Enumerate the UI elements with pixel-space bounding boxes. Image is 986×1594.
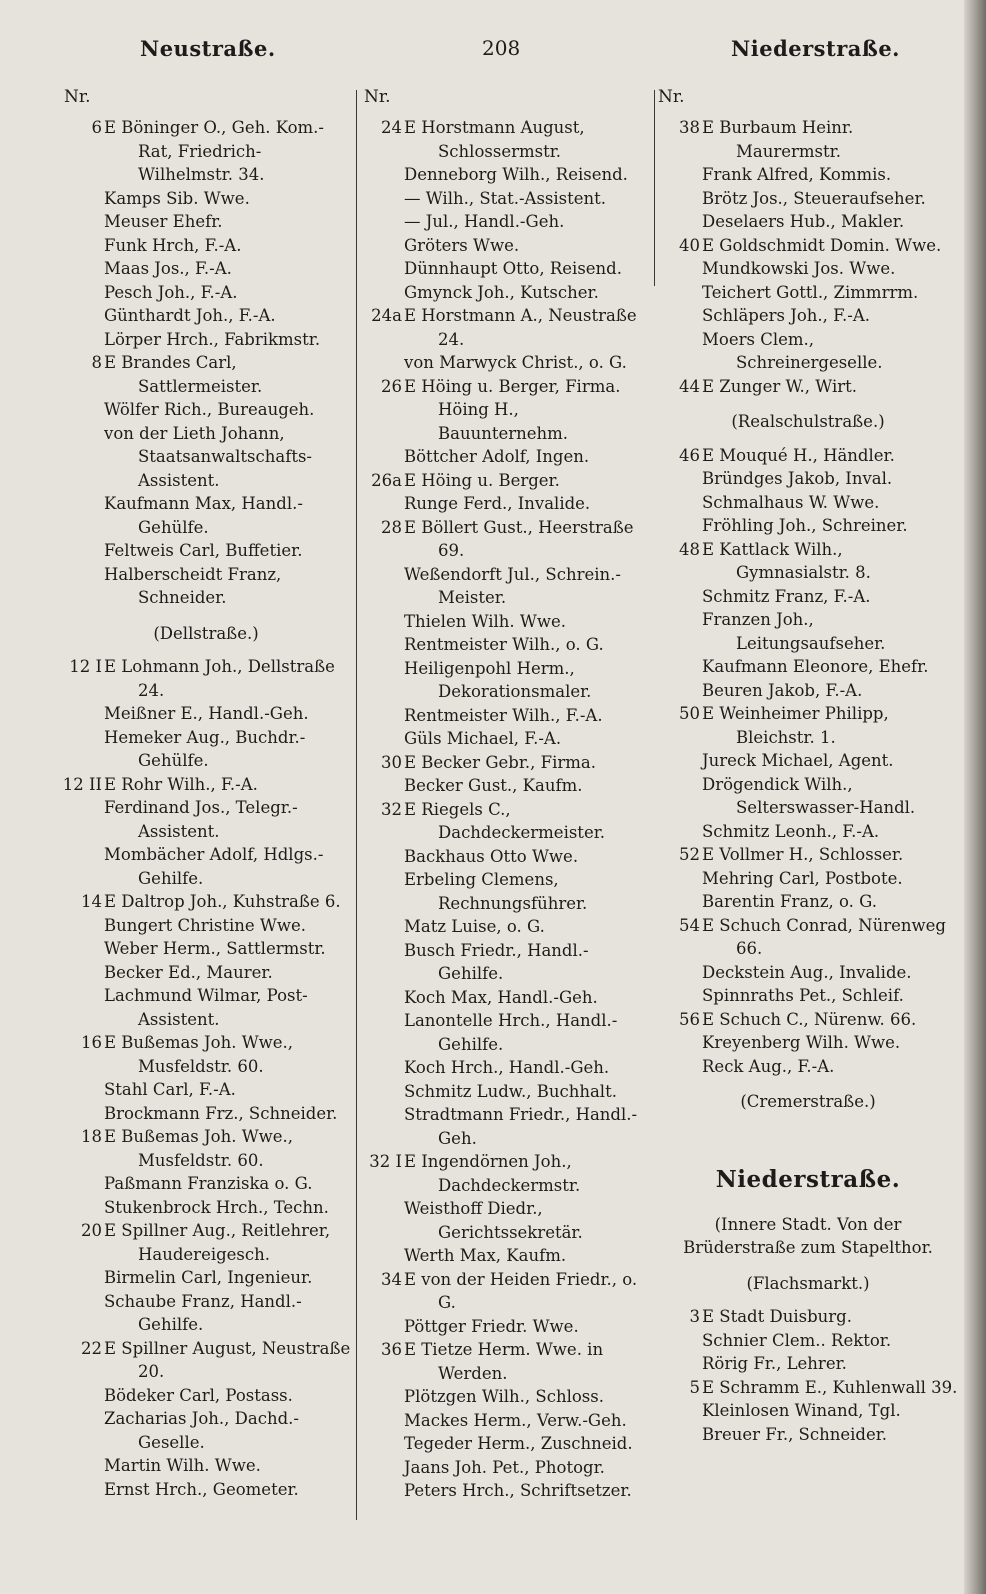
list-item	[658, 890, 958, 914]
list-item	[360, 516, 652, 563]
list-item	[360, 304, 652, 351]
column-divider-1	[356, 90, 357, 1520]
list-item	[360, 704, 652, 728]
page-number: 208	[482, 36, 521, 60]
resident-entry: Jureck Michael, Agent.	[702, 751, 894, 770]
resident-entry: Barentin Franz, o. G.	[702, 892, 877, 911]
resident-entry: Mackes Herm., Verw.-Geh.	[404, 1410, 627, 1430]
resident-entry: Schmitz Ludw., Buchhalt.	[404, 1081, 617, 1101]
resident-entry: Pesch Joh., F.-A.	[104, 282, 238, 302]
resident-entry: E Burbaum Heinr. Maurermstr.	[702, 118, 854, 161]
list-item	[60, 1290, 352, 1337]
list-item	[360, 1385, 652, 1409]
street-description: (Innere Stadt. Von der Brüderstraße zum Stapelthor.	[683, 1214, 933, 1257]
list-item	[60, 726, 352, 773]
resident-entry: E Rohr Wilh., F.-A.	[104, 774, 258, 794]
house-number: 16	[81, 1033, 102, 1052]
list-item	[360, 281, 652, 305]
resident-entry: Schaube Franz, Handl.-Gehilfe.	[104, 1291, 302, 1334]
resident-entry: Rentmeister Wilh., o. G.	[404, 635, 604, 654]
resident-entry: E Bußemas Joh. Wwe., Musfeldstr. 60.	[104, 1127, 294, 1170]
house-number: 26	[381, 376, 402, 396]
house-number: 12 I	[69, 657, 102, 676]
resident-entry: E Tietze Herm. Wwe. in Werden.	[404, 1340, 604, 1383]
list-item	[60, 1219, 352, 1266]
resident-entry: Weber Herm., Sattlermstr.	[104, 939, 326, 958]
resident-entry: Günthardt Joh., F.-A.	[104, 306, 276, 325]
resident-entry: Gröters Wwe.	[404, 235, 520, 255]
resident-entry: Kreyenberg Wilh. Wwe.	[702, 1033, 901, 1052]
resident-entry: Maas Jos., F.-A.	[104, 259, 232, 278]
resident-entry: Ferdinand Jos., Telegr.-Assistent.	[104, 798, 298, 841]
resident-entry: Schnier Clem.. Rektor.	[702, 1330, 892, 1350]
resident-entry: Feltweis Carl, Buffetier.	[104, 541, 303, 560]
list-item	[360, 774, 652, 798]
list-item	[60, 1078, 352, 1102]
list-item	[658, 187, 958, 211]
house-number: 12 II	[62, 774, 102, 794]
resident-entry: E Schramm E., Kuhlenwall 39.	[702, 1377, 958, 1397]
resident-entry: Pöttger Friedr. Wwe.	[404, 1316, 579, 1336]
resident-entry: Matz Luise, o. G.	[404, 917, 545, 936]
resident-entry: Meißner E., Handl.-Geh.	[104, 704, 309, 723]
list-item	[360, 727, 652, 751]
resident-entry: E Ingendörnen Joh., Dachdeckermstr.	[404, 1152, 581, 1195]
list-item	[658, 914, 958, 961]
resident-entry: Böttcher Adolf, Ingen.	[404, 447, 590, 466]
list-item	[658, 984, 958, 1008]
list-item	[360, 798, 652, 845]
cross-street-label: (Cremerstraße.)	[740, 1092, 876, 1111]
resident-entry: Jaans Joh. Pet., Photogr.	[404, 1457, 605, 1477]
list-item	[60, 351, 352, 398]
house-number: 6	[91, 118, 102, 137]
resident-entry: Stradtmann Friedr., Handl.-Geh.	[404, 1105, 638, 1148]
list-item	[360, 610, 652, 634]
list-item	[60, 1125, 352, 1172]
list-item	[60, 796, 352, 843]
resident-entry: Kamps Sib. Wwe.	[104, 188, 250, 208]
resident-entry: E Lohmann Joh., Dellstraße 24.	[104, 657, 335, 700]
list-item	[658, 163, 958, 187]
resident-entry: Schmalhaus W. Wwe.	[702, 492, 880, 512]
list-item	[658, 514, 958, 538]
resident-entry: Bungert Christine Wwe.	[104, 915, 306, 935]
resident-entry: E Höing u. Berger.	[404, 470, 560, 490]
resident-entry: Brötz Jos., Steueraufseher.	[702, 188, 926, 208]
list-item	[360, 1009, 652, 1056]
list-item	[360, 915, 652, 939]
resident-entry: Koch Hrch., Handl.-Geh.	[404, 1058, 610, 1077]
list-item	[658, 1352, 958, 1376]
house-number: 32 I	[369, 1152, 402, 1171]
resident-entry: E Mouqué H., Händler.	[702, 445, 895, 465]
resident-entry: Becker Ed., Maurer.	[104, 962, 273, 982]
resident-entry: Backhaus Otto Wwe.	[404, 846, 579, 866]
list-item	[60, 914, 352, 938]
list-item	[60, 257, 352, 281]
resident-entry: Thielen Wilh. Wwe.	[404, 611, 567, 631]
list-item	[60, 1172, 352, 1196]
list-item	[360, 986, 652, 1010]
resident-entry: Zacharias Joh., Dachd.-Geselle.	[104, 1409, 299, 1452]
list-item	[360, 633, 652, 657]
resident-entry: Rörig Fr., Lehrer.	[702, 1354, 847, 1373]
resident-entry: Schmitz Franz, F.-A.	[702, 586, 871, 606]
list-item	[60, 563, 352, 610]
list-item	[360, 445, 652, 469]
list-item	[360, 469, 652, 493]
list-item	[360, 210, 652, 234]
cross-street-label: (Flachsmarkt.)	[746, 1273, 870, 1293]
resident-entry: E Daltrop Joh., Kuhstraße 6.	[104, 892, 341, 911]
resident-entry: Denneborg Wilh., Reisend.	[404, 165, 628, 184]
resident-entry: E Spillner August, Neustraße 20.	[104, 1338, 351, 1381]
list-item	[658, 1055, 958, 1079]
column-nr-label: Nr.	[364, 87, 391, 107]
house-number: 22	[81, 1338, 102, 1358]
list-item	[658, 655, 958, 679]
resident-entry: von Marwyck Christ., o. G.	[404, 353, 627, 372]
house-number: 54	[679, 915, 700, 935]
list-item	[360, 187, 652, 211]
list-item	[60, 843, 352, 890]
house-number: 44	[679, 376, 700, 396]
resident-entry: — Jul., Handl.-Geh.	[404, 212, 565, 231]
resident-entry: E Böninger O., Geh. Kom.-Rat, Friedrich-Wilhelmstr. 34.	[104, 118, 324, 184]
house-number: 40	[679, 235, 700, 255]
resident-entry: Weßendorft Jul., Schrein.-Meister.	[404, 564, 621, 607]
list-item	[658, 1031, 958, 1055]
list-item	[360, 234, 652, 258]
resident-entry: Werth Max, Kaufm.	[404, 1246, 567, 1265]
house-number: 18	[81, 1127, 102, 1146]
resident-entry: Becker Gust., Kaufm.	[404, 776, 583, 795]
resident-entry: Hemeker Aug., Buchdr.-Gehülfe.	[104, 727, 306, 770]
list-item	[360, 351, 652, 375]
list-item	[60, 1337, 352, 1384]
list-item	[60, 890, 352, 914]
resident-entry: Frank Alfred, Kommis.	[702, 165, 892, 184]
resident-entry: Fröhling Joh., Schreiner.	[702, 516, 908, 535]
list-item	[658, 867, 958, 891]
resident-entry: Wölfer Rich., Bureaugeh.	[104, 400, 315, 419]
house-number: 3	[689, 1307, 700, 1326]
resident-entry: Kaufmann Eleonore, Ehefr.	[702, 657, 929, 676]
house-number: 28	[381, 517, 402, 537]
list-item	[658, 116, 958, 163]
list-item	[658, 491, 958, 515]
header-street-right: Niederstraße.	[731, 36, 900, 61]
list-item	[60, 398, 352, 422]
list-item	[658, 820, 958, 844]
street-heading: Niederstraße.	[715, 1165, 901, 1193]
resident-entry: Weisthoff Diedr., Gerichtssekretär.	[404, 1199, 583, 1242]
resident-entry: E Zunger W., Wirt.	[702, 376, 857, 396]
resident-entry: von der Lieth Johann, Staatsanwaltschafts-Assistent.	[104, 423, 312, 490]
list-item	[360, 1150, 652, 1197]
column-1	[60, 82, 352, 1501]
resident-entry: Busch Friedr., Handl.-Gehilfe.	[404, 940, 589, 983]
house-number: 36	[381, 1340, 402, 1359]
resident-entry: Teichert Gottl., Zimmrrm.	[702, 282, 919, 302]
list-item	[60, 539, 352, 563]
list-item	[60, 210, 352, 234]
page-header	[140, 36, 900, 76]
resident-entry: Lörper Hrch., Fabrikmstr.	[104, 329, 321, 349]
list-item	[658, 702, 958, 749]
house-number: 56	[679, 1009, 700, 1029]
resident-entry: Spinnraths Pet., Schleif.	[702, 986, 904, 1005]
resident-entry: Plötzgen Wilh., Schloss.	[404, 1387, 604, 1406]
list-item	[360, 1197, 652, 1244]
resident-entry: Deselaers Hub., Makler.	[702, 212, 905, 231]
list-item	[60, 1102, 352, 1126]
resident-entry: Drögendick Wilh., Selterswasser-Handl.	[702, 774, 916, 817]
list-item	[360, 751, 652, 775]
list-item	[658, 257, 958, 281]
resident-entry: Mombächer Adolf, Hdlgs.-Gehilfe.	[104, 845, 324, 888]
list-item	[360, 375, 652, 446]
list-item	[360, 1315, 652, 1339]
resident-entry: Stukenbrock Hrch., Techn.	[104, 1197, 329, 1217]
house-number: 24	[381, 118, 402, 137]
resident-entry: Dünnhaupt Otto, Reisend.	[404, 259, 622, 278]
list-item	[658, 843, 958, 867]
list-item	[60, 422, 352, 493]
list-item	[60, 937, 352, 961]
resident-entry: Bödeker Carl, Postass.	[104, 1385, 293, 1405]
list-item	[658, 1399, 958, 1423]
house-number: 48	[679, 539, 700, 559]
list-item	[360, 868, 652, 915]
house-number: 20	[81, 1221, 102, 1240]
resident-entry: Birmelin Carl, Ingenieur.	[104, 1268, 313, 1287]
list-item	[60, 1266, 352, 1290]
list-item	[360, 563, 652, 610]
list-item	[658, 773, 958, 820]
resident-entry: Meuser Ehefr.	[104, 212, 223, 231]
resident-entry: E Böllert Gust., Heerstraße 69.	[404, 517, 634, 560]
list-item	[60, 1196, 352, 1220]
list-item	[360, 657, 652, 704]
house-number: 30	[381, 752, 402, 772]
resident-entry: Lachmund Wilmar, Post-Assistent.	[104, 986, 308, 1029]
list-item	[360, 1103, 652, 1150]
resident-entry: — Wilh., Stat.-Assistent.	[404, 188, 607, 208]
resident-entry: Bründges Jakob, Inval.	[702, 469, 893, 488]
list-item	[658, 234, 958, 258]
list-item	[360, 845, 652, 869]
column-3	[658, 82, 958, 1446]
list-item	[658, 1423, 958, 1447]
list-item	[658, 1376, 958, 1400]
list-item	[658, 1305, 958, 1329]
resident-entry: E Weinheimer Philipp, Bleichstr. 1.	[702, 704, 889, 747]
list-item	[360, 1080, 652, 1104]
resident-entry: Breuer Fr., Schneider.	[702, 1424, 888, 1444]
resident-entry: Schmitz Leonh., F.-A.	[702, 821, 880, 841]
list-item	[60, 1478, 352, 1502]
list-item	[658, 375, 958, 399]
list-item	[60, 234, 352, 258]
house-number: 52	[679, 845, 700, 864]
list-item	[658, 444, 958, 468]
list-item	[360, 1338, 652, 1385]
resident-entry: Beuren Jakob, F.-A.	[702, 680, 863, 700]
list-item	[658, 328, 958, 375]
list-item	[60, 773, 352, 797]
list-item	[60, 328, 352, 352]
resident-entry: Reck Aug., F.-A.	[702, 1056, 835, 1076]
list-item	[360, 1479, 652, 1503]
resident-entry: Tegeder Herm., Zuschneid.	[404, 1434, 633, 1453]
list-item	[360, 939, 652, 986]
house-number: 34	[381, 1269, 402, 1289]
house-number: 50	[679, 704, 700, 723]
resident-entry: Güls Michael, F.-A.	[404, 729, 562, 748]
resident-entry: Kleinlosen Winand, Tgl.	[702, 1401, 901, 1420]
list-item	[658, 679, 958, 703]
address-list	[360, 116, 652, 1503]
resident-entry: Lanontelle Hrch., Handl.-Gehilfe.	[404, 1011, 618, 1054]
address-list	[658, 1272, 958, 1447]
page-edge-shadow	[964, 0, 986, 1594]
address-list	[658, 116, 958, 1114]
list-item	[60, 116, 352, 187]
list-item	[60, 492, 352, 539]
resident-entry: Franzen Joh., Leitungsaufseher.	[702, 610, 886, 653]
list-item	[360, 1268, 652, 1315]
column-divider-2	[654, 90, 655, 286]
list-item	[658, 467, 958, 491]
list-item	[360, 1409, 652, 1433]
resident-entry: Funk Hrch, F.-A.	[104, 235, 242, 255]
list-item	[60, 187, 352, 211]
list-item	[60, 1031, 352, 1078]
column-2	[360, 82, 652, 1503]
cross-street-label: (Dellstraße.)	[153, 623, 259, 643]
list-item	[360, 1432, 652, 1456]
list-item	[60, 1407, 352, 1454]
list-item	[60, 281, 352, 305]
resident-entry: Halberscheidt Franz, Schneider.	[104, 564, 282, 607]
house-number: 26a	[371, 470, 402, 490]
resident-entry: Mehring Carl, Postbote.	[702, 868, 903, 888]
resident-entry: Koch Max, Handl.-Geh.	[404, 987, 598, 1007]
list-item	[360, 1056, 652, 1080]
list-item	[60, 1384, 352, 1408]
house-number: 32	[381, 799, 402, 819]
resident-entry: E Kattlack Wilh., Gymnasialstr. 8.	[702, 539, 871, 582]
list-item	[360, 1456, 652, 1480]
resident-entry: Heiligenpohl Herm., Dekorationsmaler.	[404, 658, 592, 701]
resident-entry: E Horstmann A., Neustraße 24.	[404, 306, 637, 349]
list-item	[60, 702, 352, 726]
resident-entry: E Riegels C., Dachdeckermeister.	[404, 799, 606, 842]
resident-entry: Kaufmann Max, Handl.-Gehülfe.	[104, 494, 303, 537]
resident-entry: Stahl Carl, F.-A.	[104, 1080, 236, 1099]
list-item	[360, 163, 652, 187]
list-item	[658, 1008, 958, 1032]
header-street-left: Neustraße.	[140, 36, 276, 61]
house-number: 8	[91, 353, 102, 372]
resident-entry: Paßmann Franziska o. G.	[104, 1174, 313, 1193]
address-list	[60, 116, 352, 1501]
resident-entry: E Horstmann August, Schlossermstr.	[404, 118, 585, 161]
list-item	[60, 655, 352, 702]
resident-entry: E von der Heiden Friedr., o. G.	[404, 1269, 638, 1312]
house-number: 5	[689, 1377, 700, 1397]
list-item	[360, 116, 652, 163]
resident-entry: Deckstein Aug., Invalide.	[702, 962, 912, 982]
list-item	[60, 1454, 352, 1478]
resident-entry: Brockmann Frz., Schneider.	[104, 1103, 338, 1123]
list-item	[658, 585, 958, 609]
resident-entry: E Goldschmidt Domin. Wwe.	[702, 235, 942, 255]
list-item	[658, 961, 958, 985]
list-item	[360, 1244, 652, 1268]
house-number: 46	[679, 445, 700, 465]
list-item	[658, 281, 958, 305]
resident-entry: Runge Ferd., Invalide.	[404, 494, 591, 513]
house-number: 38	[679, 118, 700, 137]
resident-entry: E Brandes Carl, Sattlermeister.	[104, 353, 263, 396]
cross-street-label: (Realschulstraße.)	[731, 412, 885, 431]
resident-entry: Peters Hrch., Schriftsetzer.	[404, 1481, 632, 1500]
resident-entry: Schläpers Joh., F.-A.	[702, 306, 870, 325]
resident-entry: E Höing u. Berger, Firma. Höing H., Bauunternehm.	[404, 376, 621, 443]
house-number: 24a	[371, 306, 402, 325]
resident-entry: E Spillner Aug., Reitlehrer, Haudereigesch.	[104, 1221, 331, 1264]
list-item	[360, 492, 652, 516]
list-item	[60, 304, 352, 328]
list-item	[360, 257, 652, 281]
list-item	[658, 538, 958, 585]
resident-entry: E Bußemas Joh. Wwe., Musfeldstr. 60.	[104, 1033, 294, 1076]
resident-entry: Gmynck Joh., Kutscher.	[404, 282, 599, 302]
resident-entry: E Schuch Conrad, Nürenweg 66.	[702, 915, 946, 958]
resident-entry: Erbeling Clemens, Rechnungsführer.	[404, 870, 588, 913]
resident-entry: Ernst Hrch., Geometer.	[104, 1479, 299, 1499]
list-item	[658, 749, 958, 773]
resident-entry: Rentmeister Wilh., F.-A.	[404, 705, 603, 725]
list-item	[60, 961, 352, 985]
column-nr-label: Nr.	[64, 87, 91, 107]
resident-entry: Martin Wilh. Wwe.	[104, 1456, 261, 1475]
resident-entry: E Stadt Duisburg.	[702, 1307, 852, 1326]
list-item	[658, 304, 958, 328]
list-item	[658, 210, 958, 234]
list-item	[658, 608, 958, 655]
column-nr-label: Nr.	[658, 87, 685, 107]
resident-entry: Moers Clem., Schreinergeselle.	[702, 329, 883, 372]
resident-entry: E Schuch C., Nürenw. 66.	[702, 1009, 917, 1029]
resident-entry: E Becker Gebr., Firma.	[404, 752, 596, 772]
list-item	[60, 984, 352, 1031]
resident-entry: E Vollmer H., Schlosser.	[702, 845, 904, 864]
resident-entry: Mundkowski Jos. Wwe.	[702, 259, 896, 278]
house-number: 14	[81, 892, 102, 911]
list-item	[658, 1329, 958, 1353]
